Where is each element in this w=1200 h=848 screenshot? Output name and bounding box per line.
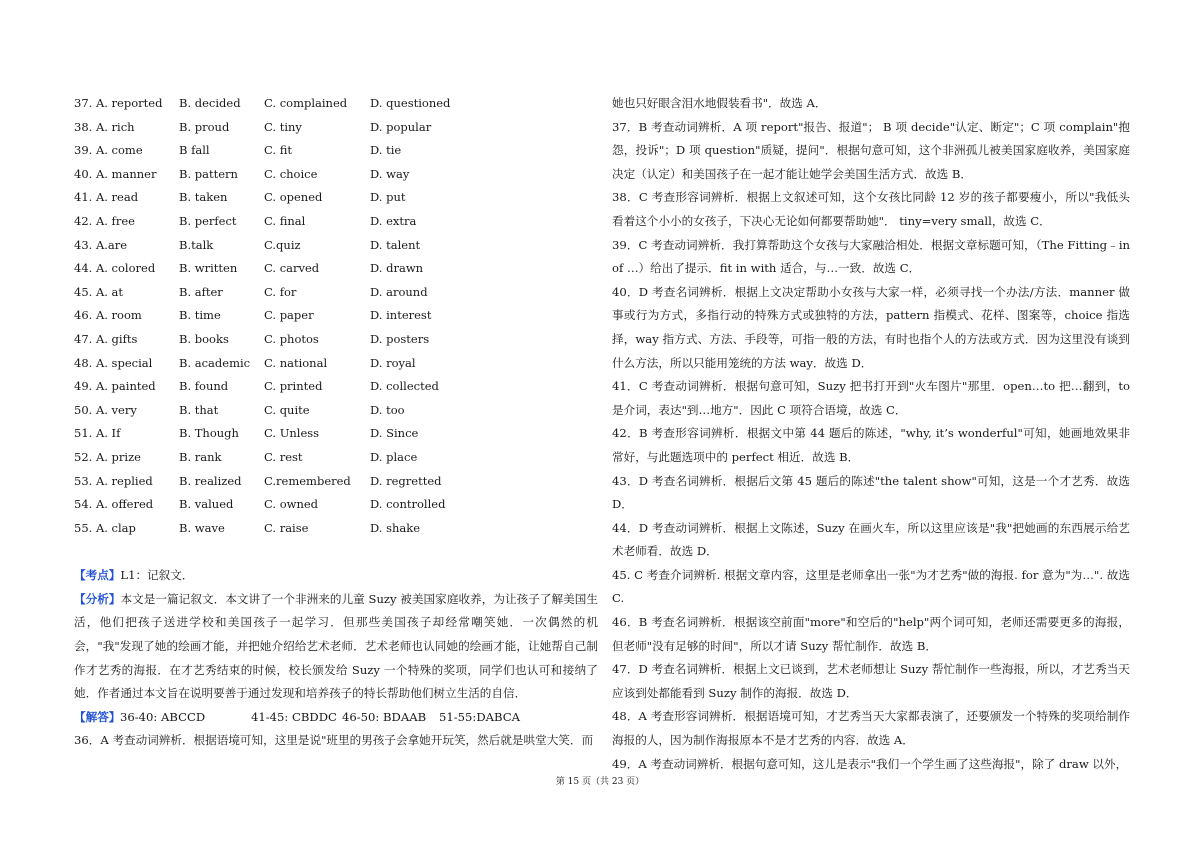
option-cell: 47. A. gifts [74,331,138,346]
option-row [74,399,598,423]
option-row [74,281,598,305]
option-row [74,352,598,376]
analysis-block [74,564,598,753]
option-cell: B. academic [179,355,251,370]
option-cell: 48. A. special [74,355,153,370]
option-cell: D. too [370,402,405,417]
option-cell: B. realized [179,473,242,488]
option-cell: B. written [179,261,238,276]
option-cell: B. rank [179,449,222,464]
option-cell: B. decided [179,96,241,110]
option-row [74,139,598,163]
option-row [74,116,598,140]
option-cell: C. raise [264,520,309,535]
option-cell: 50. A. very [74,402,137,417]
kaodian-text: L1：记叙文． [120,568,194,583]
option-cell: C. owned [264,497,319,512]
option-cell: B. perfect [179,213,237,228]
explanation-paragraph: 43．D 考查名词辨析．根据后文第 45 题后的陈述"the talent show"可知，这是一个才艺秀．故选 D． [612,473,1130,512]
option-cell: D. place [370,449,418,464]
option-cell: B. that [179,402,219,417]
option-cell: 42. A. free [74,213,135,228]
option-cell: 49. A. painted [74,379,156,394]
explanation-paragraph: 41．C 考查动词辨析．根据句意可知，Suzy 把书打开到"火车图片"那里．open…to 把…翻到，to 是介词，表达"到…地方"．因此 C 项符合语境，故选 C． [612,379,1130,417]
option-cell: B. wave [179,520,225,535]
option-row [74,493,598,517]
jieda-line [74,706,598,730]
explanation-paragraph: 45. C 考查介词辨析. 根据文章内容，这里是老师拿出一张"为才艺秀"做的海报. for 意为"为…". 故选 C. [612,567,1130,606]
option-cell: B fall [179,143,210,158]
option-cell: D. posters [370,331,430,346]
option-cell: 54. A. offered [74,497,154,512]
option-cell: C. quite [264,402,310,417]
option-cell: B. Though [179,426,239,441]
fenxi-tag: 【分析】 [74,591,121,606]
explanation-paragraph: 37．B 考查动词辨析．A 项 report"报告、报道"； B 项 decide"认定、断定"；C 项 complain"抱怨，投诉"；D 项 question"质疑，提问"．根据句意可知，这个非洲孤儿被美国家庭收养，美国家庭决定（认定）和美国孩子在一起才能让她学会美国生活方式．故选 B． [612,119,1130,181]
option-row [74,234,598,258]
option-cell: C. complained [264,96,348,110]
option-cell: B. taken [179,190,228,205]
option-cell: D. Since [370,426,419,441]
option-cell: 43. A.are [74,237,128,252]
option-row [74,470,598,494]
option-row [74,163,598,187]
option-cell: C.remembered [264,473,351,488]
option-row [74,210,598,234]
option-cell: 55. A. clap [74,520,136,535]
option-cell: 38. A. rich [74,119,135,134]
options-table [74,92,598,540]
option-cell: D. around [370,284,428,299]
option-cell: 46. A. room [74,308,142,323]
option-row [74,186,598,210]
option-cell: C. photos [264,331,319,346]
option-cell: B. books [179,331,229,346]
answer-group: 46-50: BDAAB [342,709,427,724]
option-cell: D. put [370,190,406,205]
page-footer: 第 15 页（共 23 页） [555,777,645,787]
explanation-paragraph: 39．C 考查动词辨析．我打算帮助这个女孩与大家融洽相处．根据文章标题可知，（The Fitting﹣in of …）给出了提示．fit in with 适合，与…一致．故选 C． [612,237,1130,276]
option-row [74,92,598,116]
option-cell: D. shake [370,520,421,535]
explanation-36: 36．A 考查动词辨析．根据语境可知，这里是说"班里的男孩子会拿她开玩笑，然后就是哄堂大笑．而 [74,733,594,748]
kaodian-tag: 【考点】 [74,568,121,583]
option-row [74,304,598,328]
option-cell: C. final [264,213,306,228]
option-row [74,328,598,352]
right-column [612,92,1130,776]
option-cell: 51. A. If [74,426,121,441]
answer-group: 36-40: ABCCD [120,709,206,724]
option-cell: C. fit [264,143,292,158]
option-row [74,257,598,281]
answer-group: 51-55:DABCA [439,709,520,724]
option-cell: D. extra [370,213,417,228]
option-cell: C. Unless [264,426,320,441]
option-cell: D. questioned [370,96,451,110]
option-cell: C. rest [264,449,303,464]
option-cell: 37. A. reported [74,96,163,110]
option-cell: C. choice [264,166,318,181]
fenxi-paragraph [74,588,598,706]
option-cell: D. way [370,166,410,181]
option-cell: D. popular [370,119,432,134]
explanation-paragraph: 42．B 考查形容词辨析．根据文中第 44 题后的陈述，"why, it’s wonderful"可知，她画地效果非常好，与此题选项中的 perfect 相近．故选 B． [612,426,1130,464]
option-cell: C. carved [264,261,320,276]
explanation-paragraph: 46．B 考查名词辨析．根据该空前面"more"和空后的"help"两个词可知，老师还需要更多的海报，但老师"没有足够的时间"，所以才请 Suzy 帮忙制作．故选 B． [612,615,1130,653]
option-cell: 44. A. colored [74,261,156,276]
option-cell: D. royal [370,355,416,370]
option-row [74,446,598,470]
left-column [74,92,598,753]
explanation-paragraph: 38．C 考查形容词辨析．根据上文叙述可知，这个女孩比同龄 12 岁的孩子都要瘦小，所以"我低头看着这个小小的女孩子，下决心无论如何都要帮助她"． tiny=very small，故选 C． [612,190,1130,228]
option-cell: D. collected [370,379,439,394]
option-cell: C. for [264,284,297,299]
option-cell: D. controlled [370,497,446,512]
answer-group: 41-45: CBDDC [251,709,337,724]
option-row [74,517,598,541]
option-cell: 53. A. replied [74,473,153,488]
kaodian-paragraph [74,564,598,588]
option-cell: B. found [179,379,229,394]
explanation-paragraph: 48．A 考查形容词辨析．根据语境可知，才艺秀当天大家都表演了，还要颁发一个特殊的奖项给制作海报的人，因为制作海报原本不是才艺秀的内容．故选 A． [612,709,1130,748]
option-cell: B. time [179,308,221,323]
option-cell: C.quiz [264,237,301,252]
explanation-paragraph: 40．D 考查名词辨析．根据上文决定帮助小女孩与大家一样，必须寻找一个办法/方法．manner 做事或行为方式，多指行动的特殊方式或独特的方法，pattern 指模式、花样、图案等，choice 指选择，way 指方式、方法、手段等，可指一般的方法，有时也指个人的方法或方式．因为这里没有谈到什么方法，所以只能用笼统的方法 way．故选 D． [612,284,1130,370]
option-cell: C. national [264,355,328,370]
explanation-paragraph: 47．D 考查名词辨析．根据上文已谈到，艺术老师想让 Suzy 帮忙制作一些海报，所以，才艺秀当天应该到处都能看到 Suzy 制作的海报．故选 D． [612,662,1130,700]
option-cell: 41. A. read [74,190,139,205]
explanation-paragraph: 49．A 考查动词辨析．根据句意可知，这儿是表示"我们一个学生画了这些海报"，除了 draw 以外， [612,756,1128,771]
option-cell: C. tiny [264,119,302,134]
option-cell: D. drawn [370,261,424,276]
fenxi-text: 本文是一篇记叙文．本文讲了一个非洲来的儿童 Suzy 被美国家庭收养，为让孩子了解美国生活，他们把孩子送进学校和美国孩子一起学习．但那些美国孩子却经常嘲笑她．一次偶然的机会，"我"发现了她的绘画才能，并把她介绍给艺术老师．艺术老师也认同她的绘画才能，让她帮自己制作才艺秀的海报．在才艺秀结束的时候，校长颁发给 Suzy 一个特殊的奖项，同学们也认可和接纳了她．作者通过本文旨在说明要善于通过发现和培养孩子的特长帮助他们树立生活的自信． [74,591,598,701]
option-cell: C. opened [264,190,323,205]
option-row [74,422,598,446]
option-cell: D. talent [370,237,421,252]
option-cell: B. valued [179,497,234,512]
option-cell: C. printed [264,379,323,394]
option-cell: B. proud [179,119,230,134]
option-cell: C. paper [264,308,314,323]
option-cell: 45. A. at [74,284,124,299]
explanation-paragraph: 44．D 考查动词辨析．根据上文陈述，Suzy 在画火车，所以这里应该是"我"把她画的东西展示给艺术老师看．故选 D． [612,520,1130,559]
option-cell: D. interest [370,308,432,323]
option-cell: 52. A. prize [74,449,141,464]
option-cell: 40. A. manner [74,166,157,181]
option-cell: D. tie [370,143,402,158]
option-cell: B. after [179,284,223,299]
option-cell: B.talk [179,237,214,252]
option-cell: 39. A. come [74,143,143,158]
option-row [74,375,598,399]
option-cell: B. pattern [179,166,238,181]
explanation-paragraph: 她也只好眼含泪水地假装看书"．故选 A． [612,96,827,110]
jieda-tag: 【解答】 [74,709,121,724]
option-cell: D. regretted [370,473,442,488]
